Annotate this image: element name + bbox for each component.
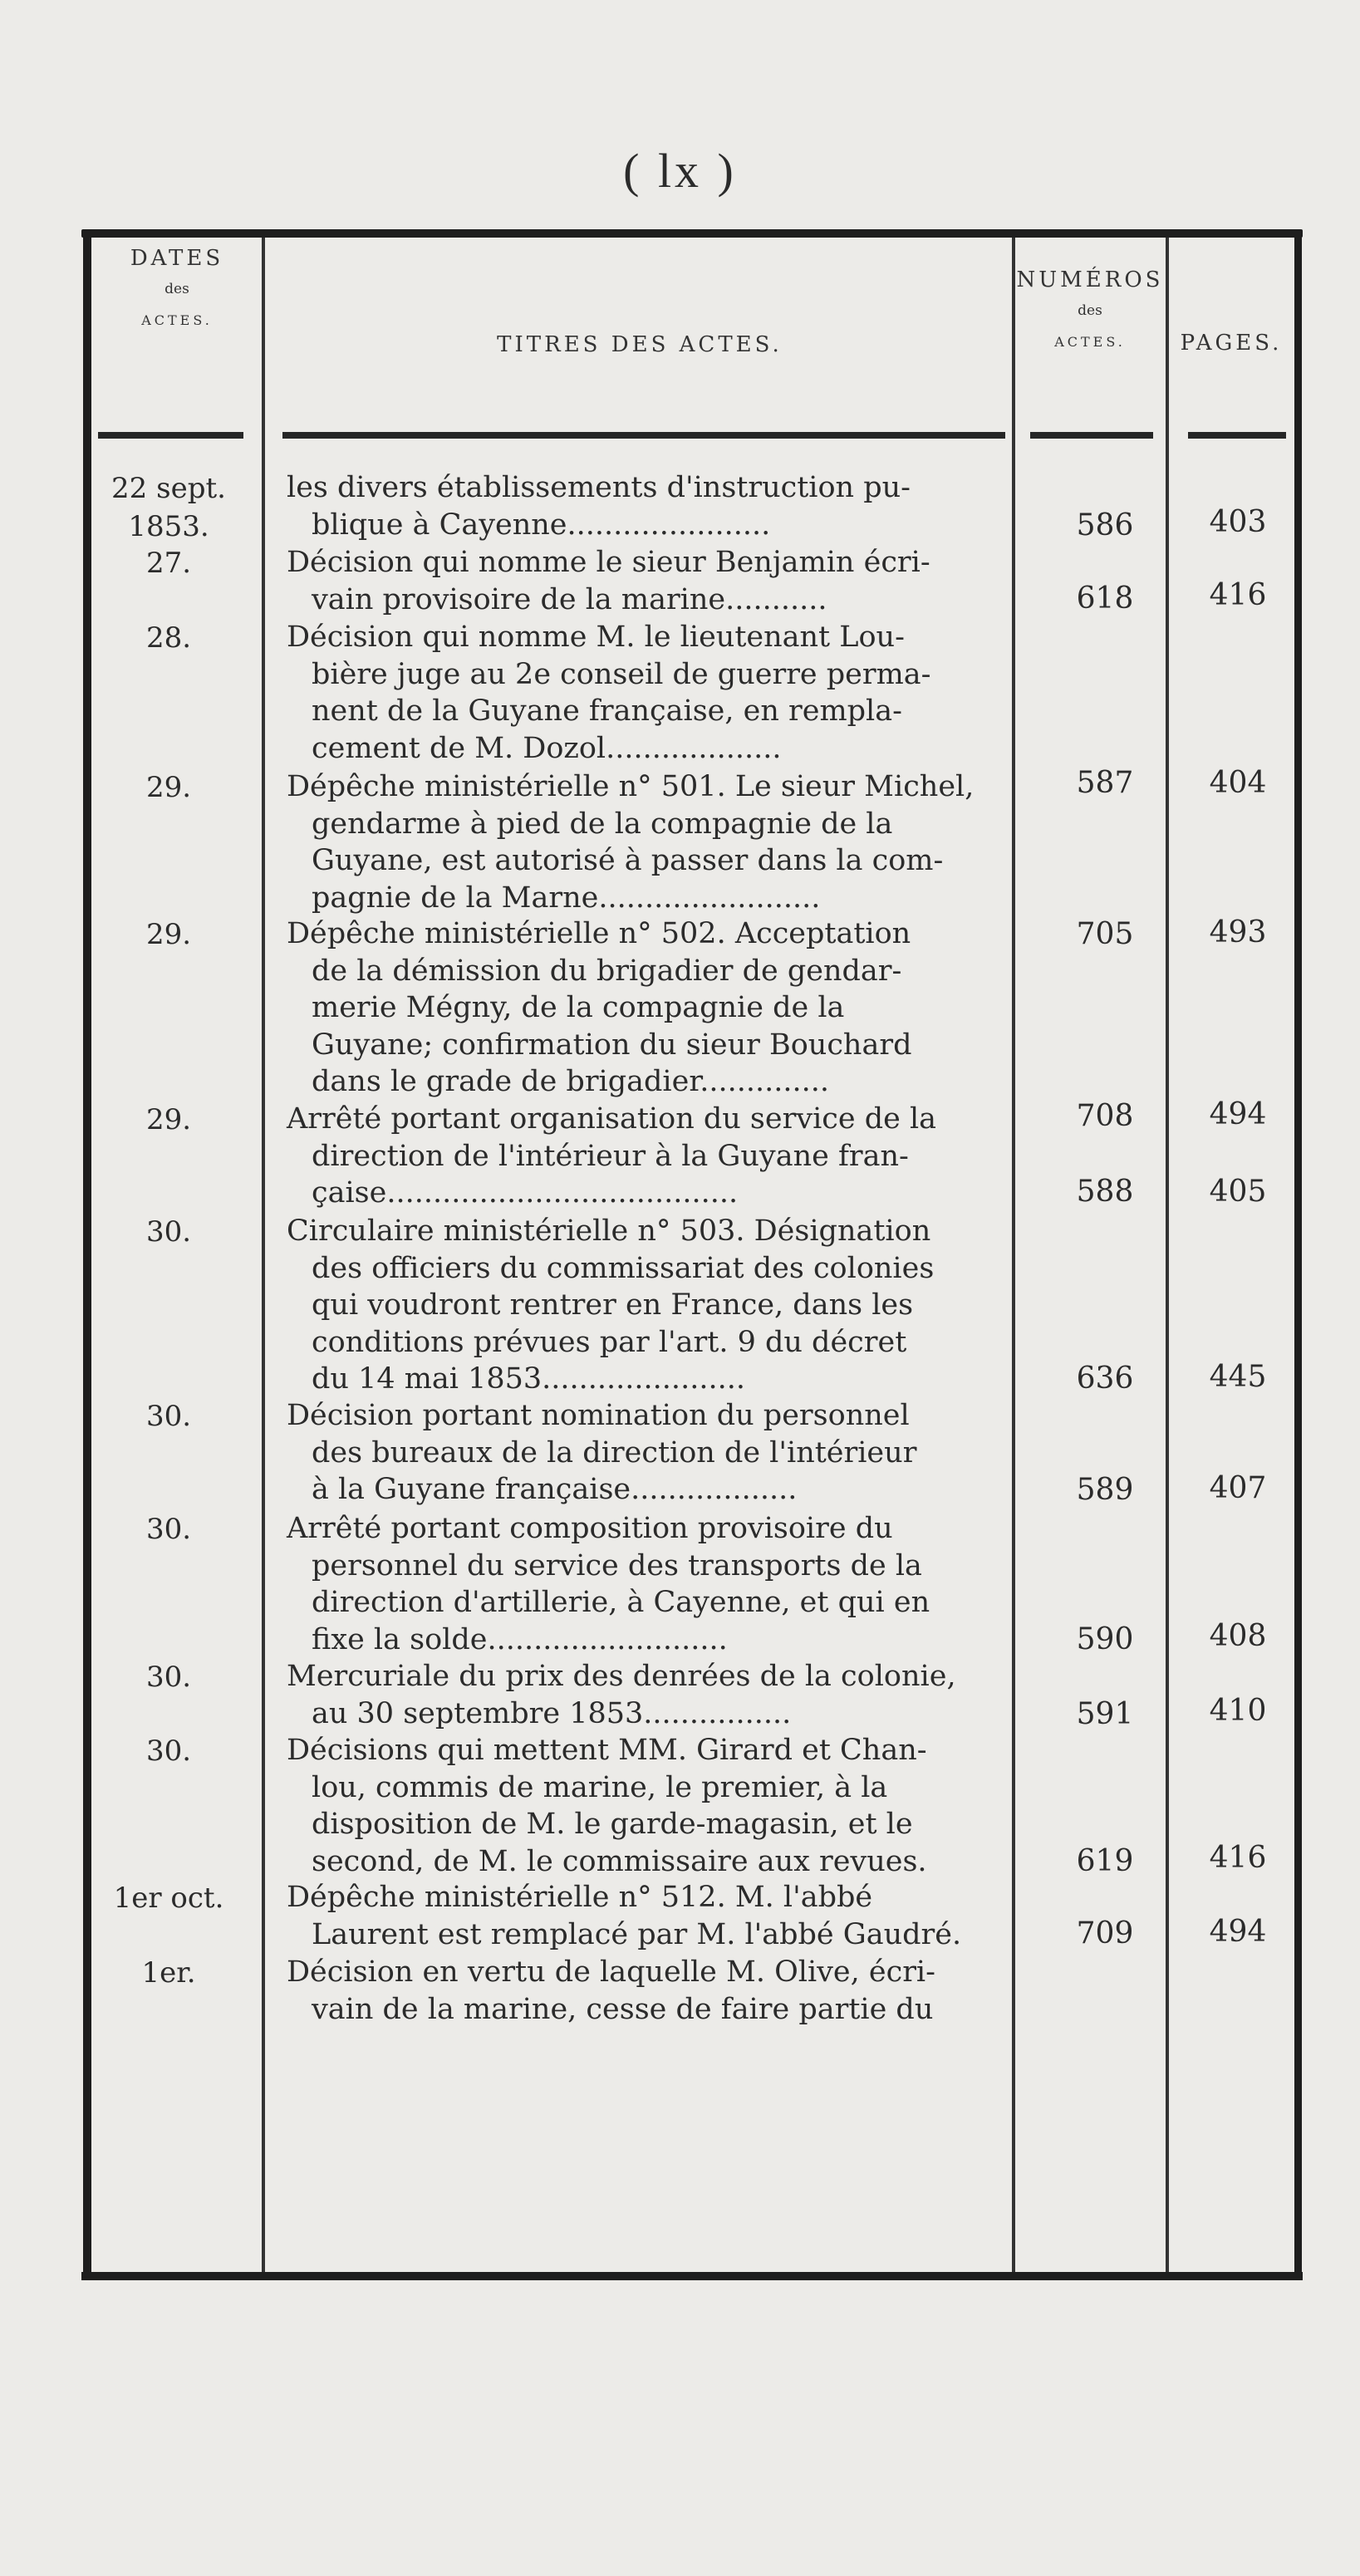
title-line: des officiers du commissariat des colonies [312, 1251, 935, 1285]
title-line: vain provisoire de la marine........... [312, 582, 827, 616]
row-page: 405 [1209, 1175, 1267, 1209]
date-line: 30. [145, 1400, 192, 1433]
header-rule-pages [1188, 432, 1286, 439]
date-line: 29. [145, 1103, 192, 1136]
row-page: 493 [1209, 915, 1267, 949]
date-line: 1853. [128, 510, 209, 543]
row-date [98, 915, 239, 954]
header-pages [1169, 331, 1294, 356]
title-line: Guyane, est autorisé à passer dans la com- [312, 844, 944, 877]
row-title [287, 915, 1005, 1101]
title-line: les divers établissements d'instruction pu- [287, 471, 911, 504]
header-titles-label: TITRES DES ACTES. [497, 332, 783, 357]
title-line: fixe la solde.......................... [312, 1622, 728, 1656]
header-rule-numeros [1030, 432, 1153, 439]
date-line: 30. [145, 1215, 192, 1249]
row-date [98, 1397, 239, 1435]
title-line: Décision qui nomme M. le lieutenant Lou- [287, 621, 905, 654]
row-title [287, 1879, 1005, 1953]
date-line: 1er oct. [113, 1882, 224, 1915]
header-titles [274, 332, 1005, 357]
row-page: 403 [1209, 505, 1267, 539]
row-page: 445 [1209, 1360, 1267, 1394]
row-title [287, 619, 1005, 767]
title-line: du 14 mai 1853...................... [312, 1362, 745, 1396]
table-right-border [1294, 231, 1302, 2276]
row-title [287, 1658, 1005, 1732]
row-numero: 588 [1076, 1175, 1134, 1209]
header-rule-titles [282, 432, 1005, 439]
row-date [98, 544, 239, 582]
date-line: 28. [145, 621, 192, 655]
date-line: 30. [145, 1661, 192, 1694]
title-line: Dépêche ministérielle n° 501. Le sieur Michel, [287, 770, 975, 803]
title-line: Laurent est remplacé par M. l'abbé Gaudré. [312, 1917, 962, 1951]
date-line: 27. [145, 547, 192, 580]
title-line: Dépêche ministérielle n° 512. M. l'abbé [287, 1881, 873, 1914]
header-dates [98, 246, 256, 328]
row-numero: 590 [1076, 1622, 1134, 1656]
row-title [287, 1101, 1005, 1212]
row-page: 494 [1209, 1097, 1267, 1131]
title-line: personnel du service des transports de la [312, 1548, 922, 1582]
title-line: disposition de M. le garde-magasin, et le [312, 1808, 913, 1841]
row-date [98, 1879, 239, 1917]
row-date [98, 768, 239, 807]
title-line: de la démission du brigadier de gendar- [312, 954, 902, 988]
header-pages-label: PAGES. [1180, 331, 1283, 356]
row-date [98, 469, 239, 546]
header-numeros-line3: ACTES. [1054, 334, 1126, 350]
title-line: Dépêche ministérielle n° 502. Acceptation [287, 917, 911, 950]
title-line: qui voudront rentrer en France, dans les [312, 1288, 914, 1322]
title-line: pagnie de la Marne........................ [312, 881, 821, 915]
title-line: direction d'artillerie, à Cayenne, et qui en [312, 1586, 930, 1619]
page-number: ( lx ) [623, 144, 737, 198]
header-dates-line2: des [164, 281, 189, 297]
row-page: 494 [1209, 1915, 1267, 1949]
row-date [98, 1213, 239, 1251]
row-date [98, 1732, 239, 1770]
title-line: conditions prévues par l'art. 9 du décret [312, 1325, 907, 1359]
row-page: 404 [1209, 766, 1267, 800]
row-numero: 587 [1076, 766, 1134, 800]
date-line: 29. [145, 771, 192, 804]
row-title [287, 1213, 1005, 1398]
row-date [98, 1658, 239, 1696]
header-dates-line3: ACTES. [141, 312, 213, 328]
row-title [287, 1510, 1005, 1658]
title-line: bière juge au 2e conseil de guerre perma- [312, 657, 931, 691]
title-line: Décisions qui mettent MM. Girard et Chan- [287, 1734, 927, 1767]
row-title [287, 768, 1005, 916]
title-line: gendarme à pied de la compagnie de la [312, 807, 893, 841]
date-line: 22 sept. [111, 472, 226, 505]
title-line: Arrêté portant organisation du service de la [287, 1102, 937, 1136]
date-line: 30. [145, 1513, 192, 1546]
title-line: Mercuriale du prix des denrées de la colonie, [287, 1660, 956, 1693]
row-date [98, 1954, 239, 1992]
row-page: 408 [1209, 1619, 1267, 1653]
date-line: 1er. [141, 1956, 196, 1990]
title-line: Guyane; confirmation du sieur Bouchard [312, 1028, 912, 1062]
date-line: 30. [145, 1735, 192, 1768]
row-numero: 619 [1076, 1844, 1134, 1878]
row-page: 407 [1209, 1471, 1267, 1505]
title-line: des bureaux de la direction de l'intérieur [312, 1435, 917, 1470]
header-numeros-line1: NUMÉROS [1016, 267, 1164, 292]
title-line: Décision qui nomme le sieur Benjamin écri- [287, 546, 930, 579]
header-numeros-line2: des [1078, 302, 1102, 319]
title-line: Décision en vertu de laquelle M. Olive, écri- [287, 1955, 935, 1989]
row-title [287, 1732, 1005, 1880]
title-line: blique à Cayenne...................... [312, 508, 771, 542]
row-title [287, 544, 1005, 618]
row-numero: 618 [1076, 581, 1134, 616]
table-bottom-border [81, 2272, 1303, 2280]
row-numero: 586 [1076, 508, 1134, 542]
header-rule-dates [98, 432, 243, 439]
title-line: Arrêté portant composition provisoire du [287, 1512, 893, 1545]
title-line: vain de la marine, cesse de faire partie du [312, 1992, 934, 2026]
title-line: merie Mégny, de la compagnie de la [312, 991, 845, 1024]
title-line: lou, commis de marine, le premier, à la [312, 1770, 888, 1804]
row-numero: 636 [1076, 1362, 1134, 1396]
title-line: cement de M. Dozol................... [312, 731, 782, 765]
row-date [98, 619, 239, 657]
column-divider-titles [1012, 238, 1015, 2276]
title-line: au 30 septembre 1853................ [312, 1696, 792, 1730]
row-title [287, 469, 1005, 543]
row-date [98, 1510, 239, 1548]
row-page: 410 [1209, 1694, 1267, 1728]
row-numero: 589 [1076, 1473, 1134, 1507]
title-line: direction de l'intérieur à la Guyane fran- [312, 1139, 909, 1173]
row-numero: 591 [1076, 1697, 1134, 1731]
title-line: second, de M. le commissaire aux revues. [312, 1844, 927, 1878]
row-page: 416 [1209, 1841, 1267, 1875]
column-divider-dates [262, 238, 265, 2276]
title-line: à la Guyane française.................. [312, 1473, 798, 1506]
row-numero: 705 [1076, 917, 1134, 951]
row-title [287, 1397, 1005, 1509]
row-numero: 708 [1076, 1099, 1134, 1133]
date-line: 29. [145, 918, 192, 951]
row-numero: 709 [1076, 1916, 1134, 1950]
table-left-border [83, 231, 91, 2276]
header-dates-line1: DATES [130, 246, 224, 271]
title-line: Décision portant nomination du personnel [287, 1399, 910, 1432]
title-line: çaise...................................... [312, 1176, 739, 1209]
title-line: dans le grade de brigadier.............. [312, 1065, 829, 1098]
title-line: Circulaire ministérielle n° 503. Désignation [287, 1214, 931, 1248]
row-title [287, 1954, 1005, 2028]
header-numeros [1015, 267, 1165, 350]
row-date [98, 1101, 239, 1139]
row-page: 416 [1209, 578, 1267, 612]
table-top-border [81, 229, 1303, 238]
title-line: nent de la Guyane française, en rempla- [312, 694, 902, 728]
